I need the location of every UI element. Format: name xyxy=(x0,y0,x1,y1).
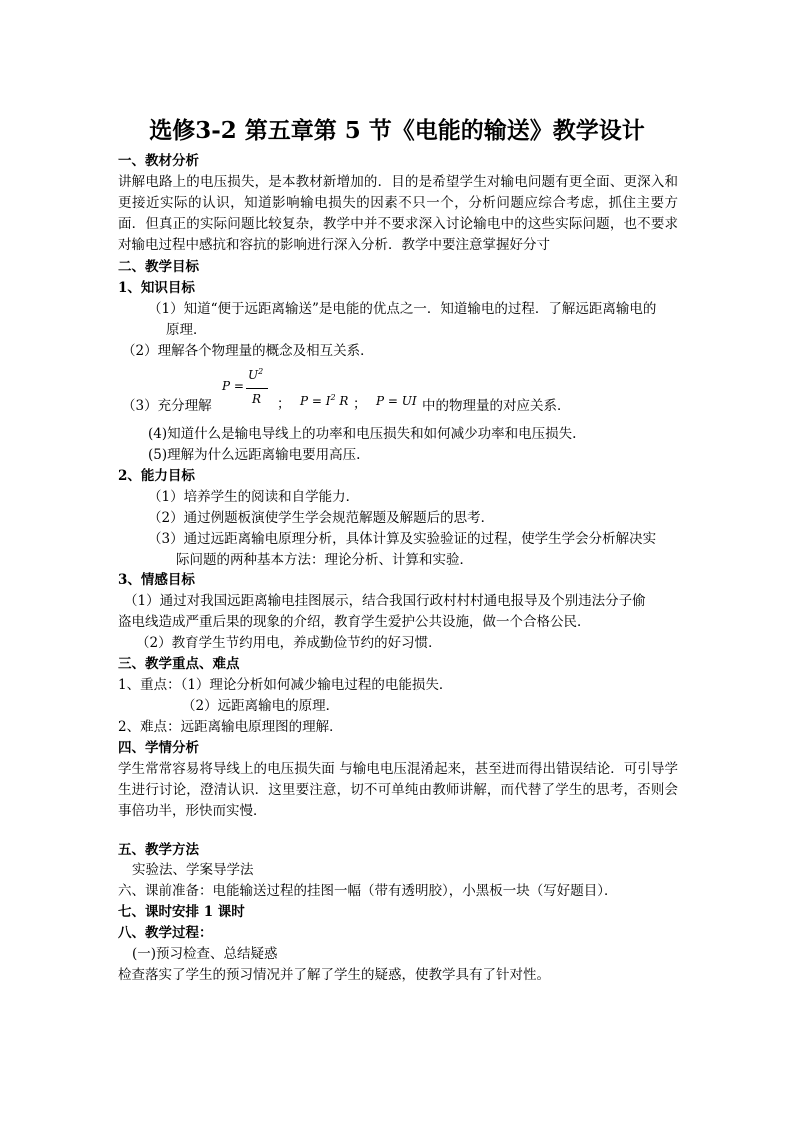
section-heading-methods: 五、教学方法 xyxy=(118,842,199,858)
document-title: 选修3-2 第五章第 5 节《电能的输送》教学设计 xyxy=(149,117,645,144)
materials-paragraph: 讲解电路上的电压损失，是本教材新增加的．目的是希望学生对输电问题有更全面、更深入和更接近实际的认识，知道影响输电损失的因素不只一个，分析问题应综合考虑，抓住主要方面．但真正的实际问题比较复杂，教学中并不要求深入讨论输电中的这些实际问题，也不要求对输电过程中感抗和容抗的影响进行深入分析．教学中要注意掌握好分寸 xyxy=(118,174,678,253)
formula-power-voltage xyxy=(222,368,272,414)
section-heading-goals: 二、教学目标 xyxy=(118,259,199,275)
knowledge-goal-2: （2）理解各个物理量的概念及相互关系． xyxy=(122,343,374,359)
formula-power-current: $P = I^2$ R xyxy=(300,393,349,408)
knowledge-goal-1-cont: 原理． xyxy=(166,322,207,338)
key-point-1: 1、重点：（1）理论分析如何减少输电过程的电能损失． xyxy=(118,677,453,693)
key-point-2: （2）远距离输电的原理． xyxy=(182,698,340,714)
ability-goal-3: （3）通过远距离输电原理分析，具体计算及实验验证的过程，使学生学会分析解决实 xyxy=(148,531,657,547)
formula-denominator: R xyxy=(252,392,262,406)
difficult-point: 2、难点：远距离输电原理图的理解． xyxy=(118,719,343,735)
methods-text: 实验法、学案导学法 xyxy=(132,862,254,878)
section-heading-key-points: 三、教学重点、难点 xyxy=(118,656,240,672)
student-analysis-paragraph: 学生常常容易将导线上的电压损失面 与输电电压混淆起来，甚至进而得出错误结论．可引导学生进行讨论，澄清认识．这里要注意，切不可单纯由教师讲解，而代替了学生的思考，否则会事倍功半，形快而实慢． xyxy=(118,761,678,819)
subheading-emotional-goals: 3、情感目标 xyxy=(118,572,195,588)
process-text: 检查落实了学生的预习情况并了解了学生的疑惑，使教学具有了针对性。 xyxy=(118,967,550,983)
knowledge-goal-3-suffix: 中的物理量的对应关系． xyxy=(422,398,571,414)
ability-goal-3-cont: 际问题的两种基本方法：理论分析、计算和实验． xyxy=(176,552,473,568)
fraction-bar xyxy=(246,388,268,389)
formula-separator-2: ； xyxy=(353,396,367,412)
emotional-goal-2: （2）教育学生节约用电，养成勤俭节约的好习惯． xyxy=(136,635,442,651)
formula-separator-1: ； xyxy=(277,396,291,412)
process-subheading: (一)预习检查、总结疑惑 xyxy=(132,946,278,962)
formula-power-ui: P = UI xyxy=(376,394,417,408)
knowledge-goal-4: (4)知道什么是输电导线上的功率和电压损失和如何减少功率和电压损失. xyxy=(148,426,577,442)
ability-goal-1: （1）培养学生的阅读和自学能力． xyxy=(148,489,360,505)
emotional-goal-1-cont: 盗电线造成严重后果的现象的介绍，教育学生爱护公共设施，做一个合格公民． xyxy=(118,614,591,630)
formula-lhs: P = xyxy=(222,379,244,393)
formula-numerator: $U^2$ xyxy=(248,367,264,382)
knowledge-goal-5: (5)理解为什么远距离输电要用高压. xyxy=(148,447,361,463)
knowledge-goal-3-prefix: （3）充分理解 xyxy=(122,398,212,414)
ability-goal-2: （2）通过例题板演使学生学会规范解题及解题后的思考． xyxy=(148,510,495,526)
emotional-goal-1: （1）通过对我国远距离输电挂图展示，结合我国行政村村村通电报导及个别违法分子偷 xyxy=(124,593,646,609)
section-heading-student-analysis: 四、学情分析 xyxy=(118,740,199,756)
knowledge-goal-1: （1）知道“便于远距离输送”是电能的优点之一．知道输电的过程．了解远距离输电的 xyxy=(148,301,657,317)
section-heading-process: 八、教学过程： xyxy=(118,925,213,941)
subheading-knowledge-goals: 1、知识目标 xyxy=(118,280,195,296)
preparation-text: 六、课前准备：电能输送过程的挂图一幅（带有透明胶），小黑板一块（写好题目）． xyxy=(118,883,618,899)
section-heading-materials: 一、教材分析 xyxy=(118,153,199,169)
schedule-text: 七、课时安排 1 课时 xyxy=(118,904,245,920)
subheading-ability-goals: 2、能力目标 xyxy=(118,468,195,484)
